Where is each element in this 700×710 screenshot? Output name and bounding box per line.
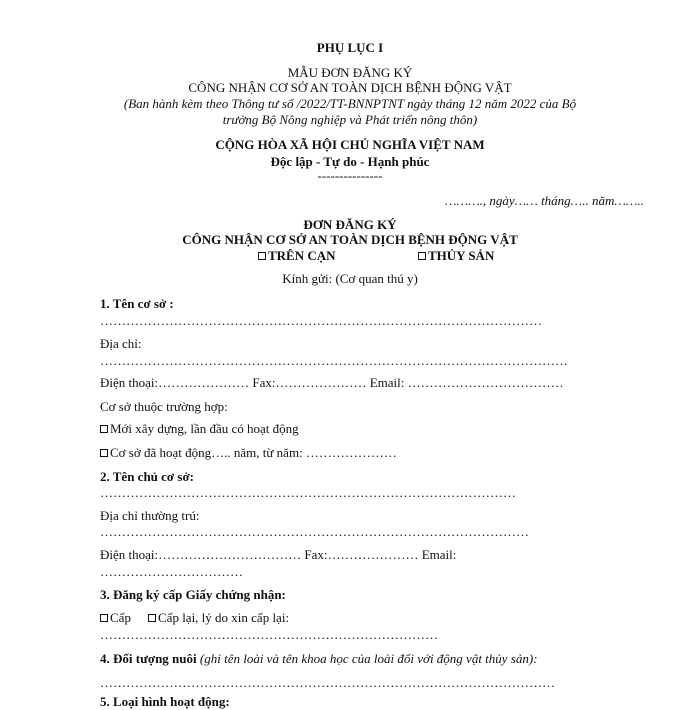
option-land-label: TRÊN CẠN (268, 248, 336, 263)
section-4-title: 4. Đối tượng nuôi (100, 651, 197, 666)
reissue-label: Cấp lại, lý do xin cấp lại: (158, 610, 290, 625)
section-4-dots: …………………………………………………………………………………………… (100, 675, 555, 690)
case-existing-checkbox[interactable] (100, 449, 108, 457)
issued-note-line1: (Ban hành kèm theo Thông tư số /2022/TT-BNNPTNT ngày tháng 12 năm 2022 của Bộ (123, 96, 577, 111)
section-4-line (100, 651, 538, 667)
case-existing-label: Cơ sở đã hoạt động….. năm, từ năm: ………………… (110, 445, 397, 460)
motto-separator: --------------- (317, 168, 383, 183)
section-5-title: 5. Loại hình hoạt động: (100, 694, 230, 709)
land-checkbox[interactable] (258, 252, 266, 260)
date-line: ………., ngày…… tháng….. năm…….. (445, 193, 644, 208)
aqua-checkbox[interactable] (418, 252, 426, 260)
national-motto: Độc lập - Tự do - Hạnh phúc (270, 154, 430, 169)
section-1-title: 1. Tên cơ sở : (100, 296, 174, 311)
option-land[interactable] (258, 248, 336, 264)
form-subtitle: CÔNG NHẬN CƠ SỞ AN TOÀN DỊCH BỆNH ĐỘNG VẬT (188, 80, 512, 95)
section-1-dots: ………………………………………………………………………………………… (100, 313, 542, 328)
section-3-title: 3. Đăng ký cấp Giấy chứng nhận: (100, 587, 286, 602)
contact-line: Điện thoại:………………… Fax:………………… Email: ……………………………… (100, 375, 564, 390)
case-label: Cơ sở thuộc trường hợp: (100, 399, 228, 414)
section-2-dots: …………………………………………………………………………………… (100, 485, 516, 500)
address-dots: ……………………………………………………………………………………………… (100, 353, 568, 368)
document-title: ĐƠN ĐĂNG KÝ (303, 217, 397, 232)
section-4-note: (ghi tên loài và tên khoa học của loài đối với động vật thủy sản): (199, 651, 538, 666)
form-title: MẪU ĐƠN ĐĂNG KÝ (287, 65, 413, 80)
address-label: Địa chỉ: (100, 336, 142, 351)
issue-checkbox[interactable] (100, 614, 108, 622)
case-existing[interactable] (100, 445, 397, 461)
appendix-heading: PHỤ LỤC I (316, 40, 384, 55)
residence-dots: ……………………………………………………………………………………… (100, 524, 529, 539)
issued-note-line2: trưởng Bộ Nông nghiệp và Phát triển nông thôn) (222, 112, 478, 127)
contact2-dots: …………………………… (100, 564, 243, 579)
option-aqua[interactable] (418, 248, 494, 264)
contact2-line: Điện thoại:…………………………… Fax:………………… Email: (100, 547, 457, 562)
case-new[interactable] (100, 421, 299, 437)
issue-option[interactable] (100, 610, 131, 626)
country-name: CỘNG HÒA XÃ HỘI CHỦ NGHĨA VIỆT NAM (215, 137, 485, 152)
issue-label: Cấp (110, 610, 131, 625)
residence-label: Địa chỉ thường trú: (100, 508, 200, 523)
reissue-option[interactable] (148, 610, 289, 626)
recipient-line: Kính gửi: (Cơ quan thú y) (282, 271, 418, 286)
section-3-dots: …………………………………………………………………… (100, 627, 438, 642)
case-new-label: Mới xây dựng, lần đầu có hoạt động (110, 421, 299, 436)
document-subtitle: CÔNG NHẬN CƠ SỞ AN TOÀN DỊCH BỆNH ĐỘNG VẬT (182, 232, 518, 247)
option-aqua-label: THỦY SẢN (428, 248, 495, 263)
case-new-checkbox[interactable] (100, 425, 108, 433)
section-2-title: 2. Tên chủ cơ sở: (100, 469, 194, 484)
reissue-checkbox[interactable] (148, 614, 156, 622)
